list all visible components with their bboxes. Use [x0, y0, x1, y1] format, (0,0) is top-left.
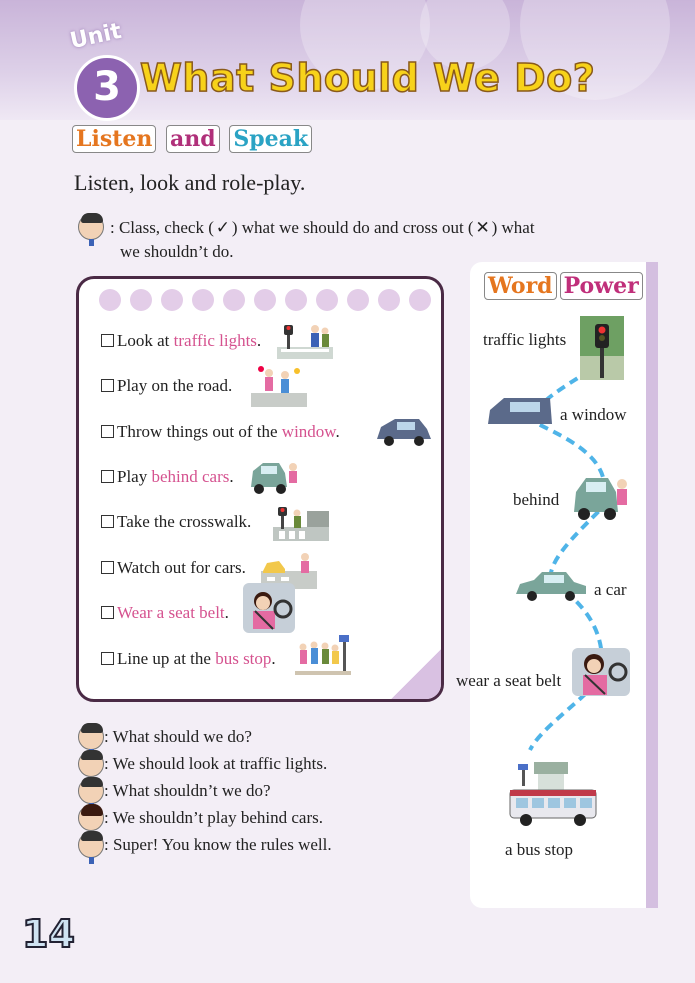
girl-behind-car-icon: [249, 457, 299, 497]
bus-stop-icon: [508, 760, 598, 828]
seat-belt-icon: [243, 583, 295, 633]
word-seat-belt: wear a seat belt: [456, 671, 562, 690]
checklist-item: Play behind cars.: [101, 467, 234, 487]
car-window-icon: [486, 394, 554, 430]
boy-avatar-icon: [78, 724, 104, 750]
dialogue-line: : What should we do?: [104, 727, 252, 746]
traffic-light-kids-icon: [277, 321, 333, 361]
car-window-icon: [375, 411, 433, 449]
teacher-avatar-icon: [78, 832, 104, 858]
checkbox[interactable]: [101, 425, 114, 438]
checkbox[interactable]: [101, 606, 114, 619]
section-title: [72, 125, 314, 153]
dialogue-line: : We should look at traffic lights.: [104, 754, 328, 773]
girl-avatar-icon: [78, 805, 104, 831]
dialogue-line: : We shouldn’t play behind cars.: [104, 808, 323, 827]
boy-avatar-icon: [78, 751, 104, 777]
checkbox[interactable]: [101, 334, 114, 347]
instruction: Listen, look and role-play.: [74, 170, 306, 195]
checkbox[interactable]: [101, 515, 114, 528]
seat-belt-icon: [572, 648, 630, 696]
checklist-item: Watch out for cars.: [101, 558, 246, 578]
boy-avatar-icon: [78, 778, 104, 804]
checklist-item: Look at traffic lights.: [101, 331, 261, 351]
unit-label: Unit: [67, 18, 124, 55]
page-number: 14: [22, 912, 75, 956]
checklist-item: Play on the road.: [101, 376, 232, 396]
teacher-avatar-icon: [78, 214, 104, 240]
check-icon: ✓: [215, 218, 230, 238]
unit-number: 3: [74, 55, 140, 121]
checkbox[interactable]: [101, 470, 114, 483]
girl-behind-car-icon: [572, 472, 630, 524]
dialogue-line: : Super! You know the rules well.: [104, 835, 332, 854]
checklist-item: Line up at the bus stop.: [101, 649, 276, 669]
bus-stop-queue-icon: [295, 633, 351, 677]
crosswalk-icon: [273, 505, 329, 541]
checkbox[interactable]: [101, 379, 114, 392]
checklist-card: [76, 276, 444, 702]
binder-dots: [99, 289, 431, 311]
traffic-light-icon: [580, 316, 624, 380]
checklist-item: Throw things out of the window.: [101, 422, 340, 442]
word-power-title: Word Power: [484, 272, 646, 300]
section-tab-and: and: [166, 125, 220, 153]
word-bus-stop: a bus stop: [505, 840, 573, 859]
word-car: a car: [594, 580, 627, 599]
section-tab-speak: Speak: [229, 125, 312, 153]
page-curl: [390, 648, 442, 700]
kids-on-road-icon: [251, 365, 307, 407]
checkbox[interactable]: [101, 561, 114, 574]
word-window: a window: [560, 405, 627, 424]
page-title: What Should We Do?: [140, 56, 596, 100]
word-traffic-lights: traffic lights: [483, 330, 567, 349]
cross-icon: ✕: [475, 218, 490, 238]
car-icon: [514, 570, 588, 602]
teacher-note: : Class, check ( ✓ ) what we should do and cross out ( ✕ ) what we shouldn’t do.: [110, 218, 535, 261]
checkbox[interactable]: [101, 652, 114, 665]
dialogue-line: : What shouldn’t we do?: [104, 781, 271, 800]
section-tab-listen: Listen: [72, 125, 156, 153]
word-behind: behind: [513, 490, 560, 509]
checklist-item: Wear a seat belt.: [101, 603, 229, 623]
checklist-item: Take the crosswalk.: [101, 512, 251, 532]
